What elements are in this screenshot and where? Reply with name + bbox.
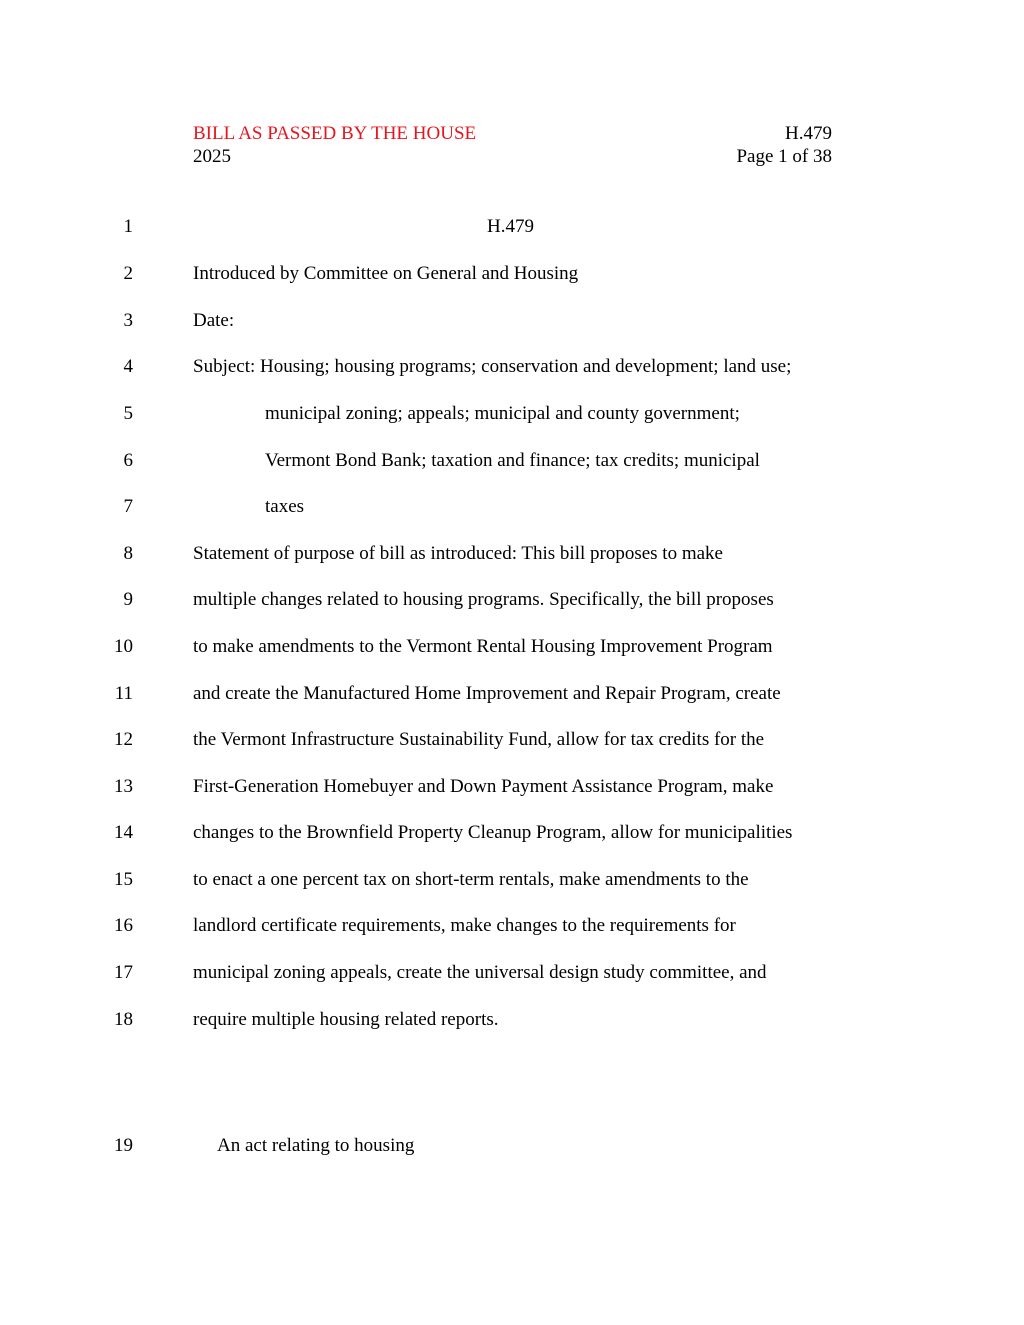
introduced-by: Introduced by Committee on General and Housing <box>193 263 579 284</box>
line-number: 9 <box>123 589 133 610</box>
line-number: 6 <box>123 450 133 471</box>
line-number: 15 <box>114 869 133 890</box>
subject-line: Subject: Housing; housing programs; conservation and development; land use; <box>193 356 792 377</box>
line-number: 2 <box>123 263 133 284</box>
purpose-line: require multiple housing related reports. <box>193 1009 499 1030</box>
line-number: 4 <box>123 356 133 377</box>
purpose-line: landlord certificate requirements, make changes to the requirements for <box>193 915 736 936</box>
line-number: 10 <box>114 636 133 657</box>
subject-line: taxes <box>265 496 305 517</box>
bill-title: H.479 <box>487 216 534 237</box>
purpose-line: and create the Manufactured Home Improvement and Repair Program, create <box>193 683 781 704</box>
line-number: 5 <box>123 403 133 424</box>
purpose-line: Statement of purpose of bill as introduced: This bill proposes to make <box>193 543 723 564</box>
purpose-line: to make amendments to the Vermont Rental Housing Improvement Program <box>193 636 773 657</box>
line-number: 1 <box>123 216 133 237</box>
line-number: 14 <box>114 822 133 843</box>
purpose-line: municipal zoning appeals, create the universal design study committee, and <box>193 962 767 983</box>
page-indicator: Page 1 of 38 <box>736 146 832 167</box>
purpose-line: to enact a one percent tax on short-term rentals, make amendments to the <box>193 869 749 890</box>
subject-line: municipal zoning; appeals; municipal and county government; <box>265 403 740 424</box>
bill-status: BILL AS PASSED BY THE HOUSE <box>193 123 477 144</box>
line-number: 3 <box>123 310 133 331</box>
line-number: 11 <box>114 683 133 704</box>
bill-number: H.479 <box>785 123 832 144</box>
bill-year: 2025 <box>193 146 231 167</box>
act-title: An act relating to housing <box>217 1135 415 1156</box>
purpose-line: the Vermont Infrastructure Sustainability Fund, allow for tax credits for the <box>193 729 765 750</box>
purpose-line: First-Generation Homebuyer and Down Payment Assistance Program, make <box>193 776 774 797</box>
purpose-line: changes to the Brownfield Property Cleanup Program, allow for municipalities <box>193 822 793 843</box>
line-number: 17 <box>114 962 133 983</box>
line-number: 16 <box>114 915 133 936</box>
line-number: 8 <box>123 543 133 564</box>
date-label: Date: <box>193 310 235 331</box>
line-number: 19 <box>114 1135 133 1156</box>
line-number: 13 <box>114 776 133 797</box>
line-number: 7 <box>123 496 133 517</box>
line-number: 12 <box>114 729 133 750</box>
subject-line: Vermont Bond Bank; taxation and finance; tax credits; municipal <box>265 450 760 471</box>
line-number: 18 <box>114 1009 133 1030</box>
purpose-line: multiple changes related to housing programs. Specifically, the bill proposes <box>193 589 774 610</box>
